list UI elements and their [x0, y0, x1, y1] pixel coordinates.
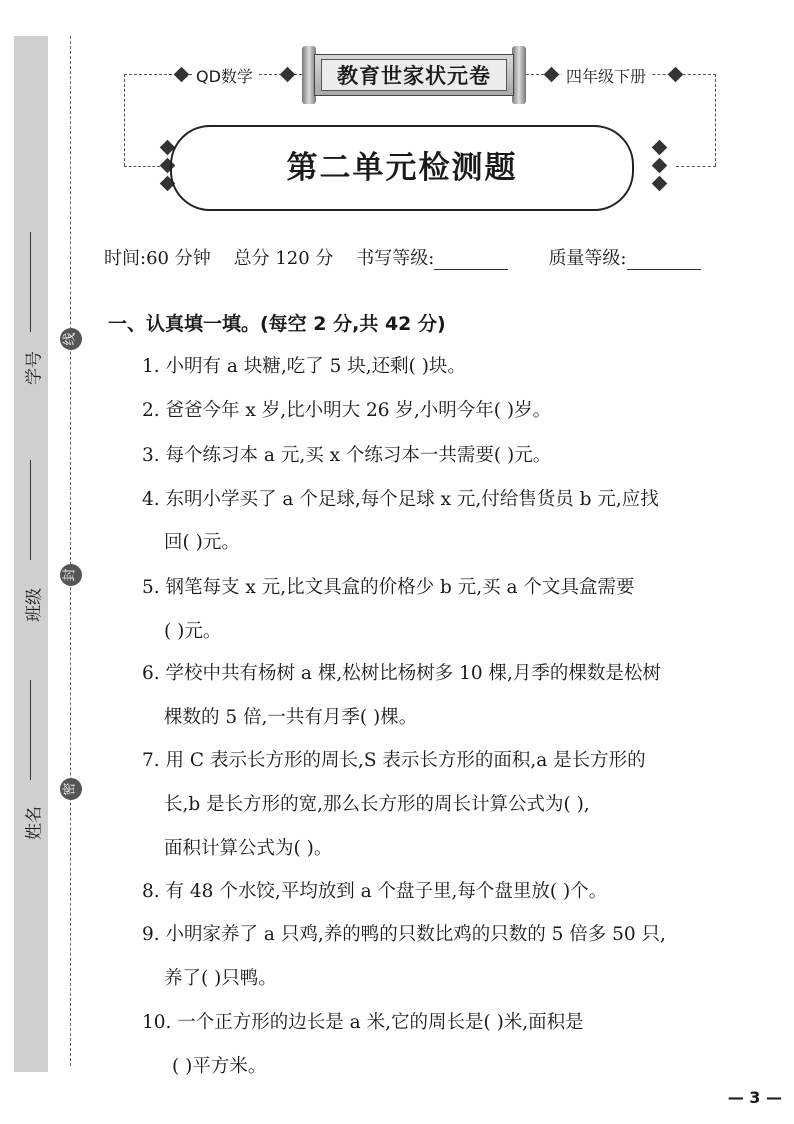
question-6-cont: 棵数的 5 倍,一共有月季( )棵。	[164, 707, 418, 728]
binding-strip	[14, 36, 48, 1072]
class-label: 班级	[24, 588, 45, 622]
writing-grade-label: 书写等级:	[356, 248, 435, 269]
question-3: 3. 每个练习本 a 元,买 x 个练习本一共需要( )元。	[142, 445, 552, 466]
total-score: 总分 120 分	[233, 248, 334, 269]
student-id-label: 学号	[24, 351, 45, 385]
question-4: 4. 东明小学买了 a 个足球,每个足球 x 元,付给售货员 b 元,应找	[142, 489, 659, 510]
quality-grade-blank[interactable]	[627, 251, 701, 270]
question-8: 8. 有 48 个水饺,平均放到 a 个盘子里,每个盘里放( )个。	[142, 881, 608, 902]
diamond-icon	[280, 67, 296, 83]
question-10-cont: ( )平方米。	[172, 1056, 267, 1077]
question-10: 10. 一个正方形的边长是 a 米,它的周长是( )米,面积是	[142, 1012, 584, 1033]
diamond-icon	[652, 158, 668, 174]
question-7-cont2: 面积计算公式为( )。	[164, 838, 333, 859]
series-banner	[302, 48, 526, 102]
subject-tag: QD数学	[192, 64, 257, 87]
exam-info	[104, 244, 701, 270]
diamond-icon	[668, 67, 684, 83]
question-2: 2. 爸爸今年 x 岁,比小明大 26 岁,小明今年( )岁。	[142, 400, 552, 421]
unit-title: 第二单元检测题	[286, 150, 518, 186]
question-7-cont: 长,b 是长方形的宽,那么长方形的周长计算公式为( ),	[164, 794, 590, 815]
question-6: 6. 学校中共有杨树 a 棵,松树比杨树多 10 棵,月季的棵数是松树	[142, 663, 661, 684]
question-9-cont: 养了( )只鸭。	[164, 968, 277, 989]
header-dash-right-h2	[676, 166, 716, 167]
binding-circle-xian: 线	[60, 328, 82, 350]
name-line[interactable]	[30, 680, 31, 780]
header-dash-left-h2	[124, 166, 160, 167]
question-1: 1. 小明有 a 块糖,吃了 5 块,还剩( )块。	[142, 356, 466, 377]
binding-circle-feng: 封	[60, 564, 82, 586]
binding-dashed-line	[70, 36, 71, 1066]
grade-tag: 四年级下册	[562, 64, 650, 87]
question-5: 5. 钢笔每支 x 元,比文具盒的价格少 b 元,买 a 个文具盒需要	[142, 577, 635, 598]
header-dash-right-v	[715, 74, 716, 166]
section-title: 一、认真填一填。(每空 2 分,共 42 分)	[108, 313, 446, 335]
time-limit: 时间:60 分钟	[104, 248, 211, 269]
question-9: 9. 小明家养了 a 只鸡,养的鸭的只数比鸡的只数的 5 倍多 50 只,	[142, 924, 666, 945]
question-7: 7. 用 C 表示长方形的周长,S 表示长方形的面积,a 是长方形的	[142, 750, 646, 771]
header-dash-left-v	[124, 74, 125, 166]
diamond-icon	[652, 176, 668, 192]
diamond-icon	[652, 140, 668, 156]
quality-grade-label: 质量等级:	[548, 248, 627, 269]
student-id-line[interactable]	[30, 232, 31, 332]
class-line[interactable]	[30, 460, 31, 560]
name-label: 姓名	[24, 806, 45, 840]
scroll-rod-right	[512, 46, 526, 104]
question-4-cont: 回( )元。	[164, 532, 240, 553]
scroll-body	[314, 54, 514, 96]
writing-grade-blank[interactable]	[434, 251, 508, 270]
page-number: — 3 —	[727, 1088, 782, 1107]
question-5-cont: ( )元。	[164, 621, 222, 642]
binding-circle-mi: 密	[60, 778, 82, 800]
diamond-icon	[544, 67, 560, 83]
diamond-icon	[174, 67, 190, 83]
banner-text: 教育世家状元卷	[321, 59, 507, 91]
